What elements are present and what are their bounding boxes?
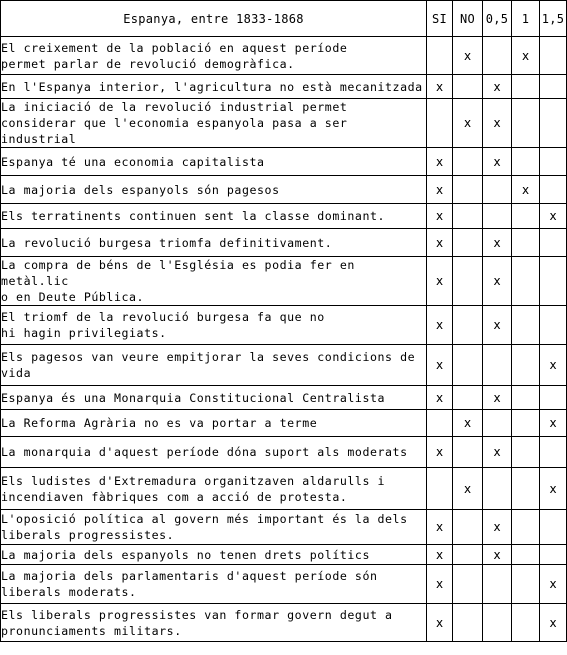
mark-si: x bbox=[427, 229, 453, 257]
mark-si: x bbox=[427, 565, 453, 604]
mark-no bbox=[453, 204, 483, 229]
statement-text: La compra de béns de l'Església es podia fer en metàl.lic o en Deute Pública. bbox=[1, 257, 427, 306]
table-row bbox=[1, 565, 567, 604]
mark-1-5 bbox=[540, 437, 567, 468]
table-row bbox=[1, 345, 567, 386]
mark-0-5 bbox=[483, 204, 512, 229]
mark-si bbox=[427, 468, 453, 510]
mark-si: x bbox=[427, 386, 453, 410]
mark-1-5: x bbox=[540, 565, 567, 604]
mark-1 bbox=[512, 257, 540, 306]
mark-no bbox=[453, 148, 483, 176]
mark-si: x bbox=[427, 345, 453, 386]
statement-text: La majoria dels espanyols no tenen drets polítics bbox=[1, 545, 427, 565]
mark-0-5: x bbox=[483, 386, 512, 410]
mark-si: x bbox=[427, 204, 453, 229]
statement-text: La iniciació de la revolució industrial permet considerar que l'economia espanyola pasa a ser industrial bbox=[1, 99, 427, 148]
table-row bbox=[1, 604, 567, 642]
mark-si: x bbox=[427, 437, 453, 468]
mark-si: x bbox=[427, 75, 453, 99]
mark-no bbox=[453, 437, 483, 468]
mark-si: x bbox=[427, 148, 453, 176]
table-title: Espanya, entre 1833-1868 bbox=[1, 1, 427, 37]
mark-no bbox=[453, 545, 483, 565]
table-row bbox=[1, 437, 567, 468]
mark-no: x bbox=[453, 99, 483, 148]
header-row bbox=[1, 1, 567, 37]
mark-1 bbox=[512, 386, 540, 410]
mark-1 bbox=[512, 204, 540, 229]
table-row bbox=[1, 99, 567, 148]
mark-0-5 bbox=[483, 37, 512, 75]
table-row bbox=[1, 306, 567, 345]
mark-1 bbox=[512, 437, 540, 468]
mark-si bbox=[427, 99, 453, 148]
mark-0-5: x bbox=[483, 229, 512, 257]
mark-1 bbox=[512, 604, 540, 642]
mark-no bbox=[453, 229, 483, 257]
mark-1-5: x bbox=[540, 410, 567, 437]
mark-1-5 bbox=[540, 510, 567, 545]
mark-1-5 bbox=[540, 75, 567, 99]
mark-si bbox=[427, 37, 453, 75]
mark-1 bbox=[512, 565, 540, 604]
mark-no bbox=[453, 306, 483, 345]
column-header-1: 1 bbox=[512, 1, 540, 37]
mark-no bbox=[453, 176, 483, 204]
statement-text: Els liberals progressistes van formar govern degut a pronunciaments militars. bbox=[1, 604, 427, 642]
mark-no: x bbox=[453, 37, 483, 75]
mark-no bbox=[453, 510, 483, 545]
mark-si: x bbox=[427, 545, 453, 565]
mark-si: x bbox=[427, 176, 453, 204]
mark-no bbox=[453, 345, 483, 386]
mark-0-5 bbox=[483, 345, 512, 386]
statement-text: En l'Espanya interior, l'agricultura no està mecanitzada bbox=[1, 75, 427, 99]
column-header-si: SI bbox=[427, 1, 453, 37]
mark-0-5: x bbox=[483, 99, 512, 148]
table-row bbox=[1, 545, 567, 565]
table-row bbox=[1, 176, 567, 204]
table-row bbox=[1, 229, 567, 257]
mark-0-5 bbox=[483, 604, 512, 642]
mark-1: x bbox=[512, 37, 540, 75]
table-row bbox=[1, 410, 567, 437]
mark-1-5 bbox=[540, 545, 567, 565]
mark-si: x bbox=[427, 510, 453, 545]
mark-0-5: x bbox=[483, 306, 512, 345]
mark-no bbox=[453, 604, 483, 642]
mark-1-5 bbox=[540, 176, 567, 204]
mark-0-5: x bbox=[483, 148, 512, 176]
statement-text: L'oposició política al govern més important és la dels liberals progressistes. bbox=[1, 510, 427, 545]
column-header-no: NO bbox=[453, 1, 483, 37]
mark-no bbox=[453, 257, 483, 306]
statement-text: Espanya és una Monarquia Constitucional Centralista bbox=[1, 386, 427, 410]
statement-text: Espanya té una economia capitalista bbox=[1, 148, 427, 176]
table-row bbox=[1, 510, 567, 545]
mark-1 bbox=[512, 510, 540, 545]
table-row bbox=[1, 204, 567, 229]
table-row bbox=[1, 468, 567, 510]
mark-0-5 bbox=[483, 176, 512, 204]
table-row bbox=[1, 257, 567, 306]
statement-text: Els terratinents continuen sent la classe dominant. bbox=[1, 204, 427, 229]
table-row bbox=[1, 75, 567, 99]
mark-1-5 bbox=[540, 99, 567, 148]
column-header-1-5: 1,5 bbox=[540, 1, 567, 37]
mark-1-5: x bbox=[540, 604, 567, 642]
mark-0-5 bbox=[483, 565, 512, 604]
mark-0-5: x bbox=[483, 437, 512, 468]
mark-1 bbox=[512, 345, 540, 386]
mark-0-5: x bbox=[483, 545, 512, 565]
mark-si: x bbox=[427, 306, 453, 345]
statement-text: Els pagesos van veure empitjorar la seves condicions de vida bbox=[1, 345, 427, 386]
statement-text: La revolució burgesa triomfa definitivament. bbox=[1, 229, 427, 257]
mark-0-5 bbox=[483, 410, 512, 437]
table-body bbox=[1, 37, 567, 642]
mark-1 bbox=[512, 306, 540, 345]
table-row bbox=[1, 386, 567, 410]
mark-1 bbox=[512, 99, 540, 148]
mark-1 bbox=[512, 229, 540, 257]
statement-text: El creixement de la població en aquest període permet parlar de revolució demogràfica. bbox=[1, 37, 427, 75]
mark-no: x bbox=[453, 468, 483, 510]
statement-text: La majoria dels parlamentaris d'aquest període són liberals moderats. bbox=[1, 565, 427, 604]
mark-no bbox=[453, 75, 483, 99]
mark-1-5 bbox=[540, 306, 567, 345]
mark-1: x bbox=[512, 176, 540, 204]
mark-0-5: x bbox=[483, 510, 512, 545]
statement-text: La monarquia d'aquest període dóna suport als moderats bbox=[1, 437, 427, 468]
statement-text: La majoria dels espanyols són pagesos bbox=[1, 176, 427, 204]
mark-no: x bbox=[453, 410, 483, 437]
mark-1-5: x bbox=[540, 345, 567, 386]
mark-1 bbox=[512, 410, 540, 437]
mark-1-5 bbox=[540, 229, 567, 257]
mark-1-5 bbox=[540, 386, 567, 410]
mark-1 bbox=[512, 148, 540, 176]
mark-1 bbox=[512, 545, 540, 565]
table-row bbox=[1, 148, 567, 176]
mark-1-5 bbox=[540, 148, 567, 176]
mark-0-5: x bbox=[483, 257, 512, 306]
table-row bbox=[1, 37, 567, 75]
mark-1-5: x bbox=[540, 204, 567, 229]
mark-no bbox=[453, 386, 483, 410]
mark-0-5 bbox=[483, 468, 512, 510]
mark-1 bbox=[512, 75, 540, 99]
mark-1-5 bbox=[540, 257, 567, 306]
mark-1 bbox=[512, 468, 540, 510]
mark-0-5: x bbox=[483, 75, 512, 99]
mark-si: x bbox=[427, 257, 453, 306]
mark-si bbox=[427, 410, 453, 437]
mark-1-5: x bbox=[540, 468, 567, 510]
mark-si: x bbox=[427, 604, 453, 642]
statement-text: Els ludistes d'Extremadura organitzaven aldarulls i incendiaven fàbriques com a acció de protesta. bbox=[1, 468, 427, 510]
statement-text: La Reforma Agrària no es va portar a terme bbox=[1, 410, 427, 437]
mark-1-5 bbox=[540, 37, 567, 75]
mark-no bbox=[453, 565, 483, 604]
column-header-0-5: 0,5 bbox=[483, 1, 512, 37]
statement-text: El triomf de la revolució burgesa fa que no hi hagin privilegiats. bbox=[1, 306, 427, 345]
